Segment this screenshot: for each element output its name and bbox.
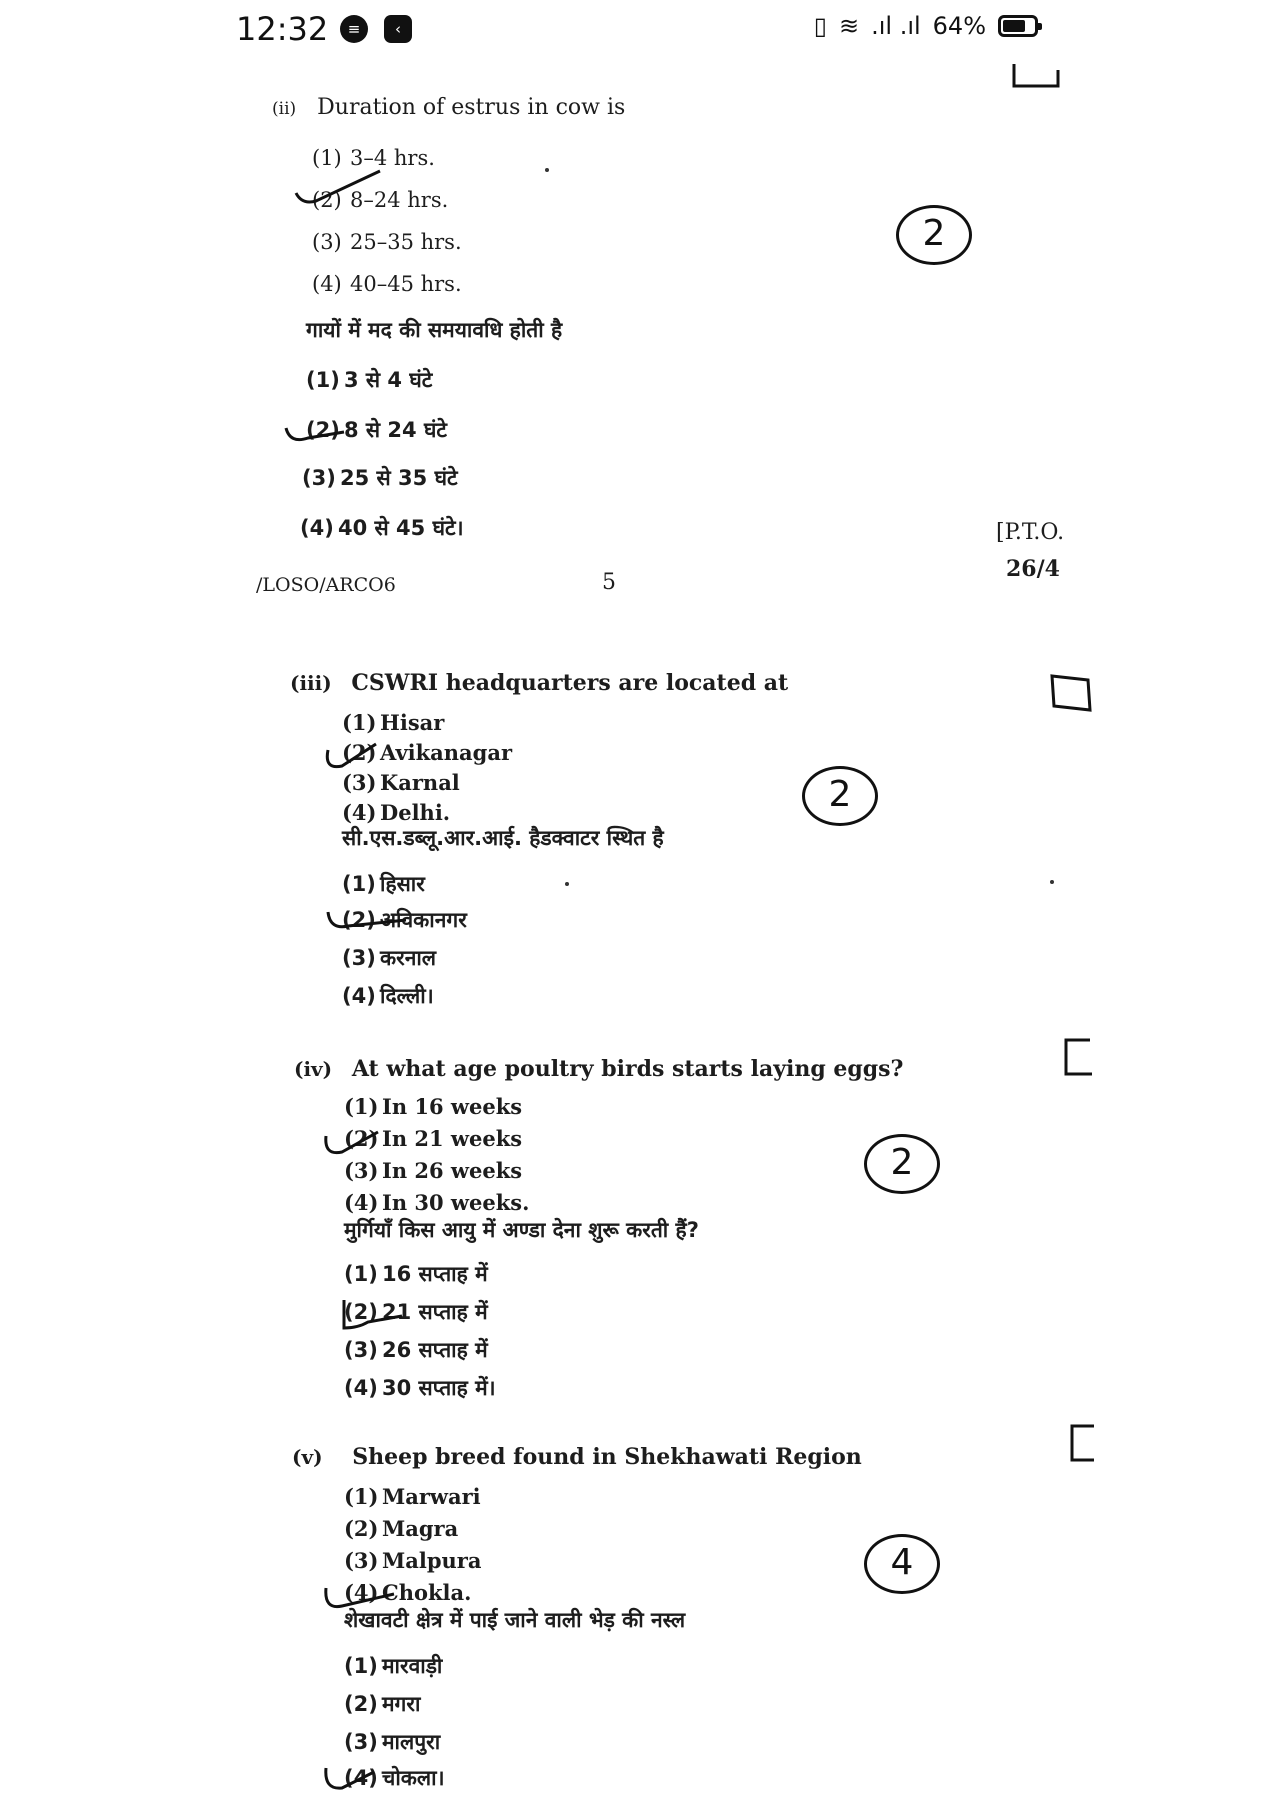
paper-code: /LOSO/ARCO6 bbox=[256, 574, 396, 596]
question-iv bbox=[294, 1056, 903, 1082]
option-hi-3: (3) 26 सप्ताह में bbox=[344, 1338, 488, 1362]
answer-box-icon bbox=[1062, 1036, 1096, 1080]
question-text-hi: शेखावटी क्षेत्र में पाई जाने वाली भेड़ की नस्ल bbox=[344, 1608, 686, 1632]
option-4: (4) Delhi. bbox=[342, 800, 451, 825]
question-text-en: At what age poultry birds starts laying eggs? bbox=[351, 1056, 904, 1082]
option-4: (4) 40–45 hrs. bbox=[312, 272, 462, 296]
tick-mark-icon bbox=[322, 904, 412, 934]
wifi-icon: ≋ bbox=[838, 12, 860, 40]
option-3: (3) 25–35 hrs. bbox=[312, 230, 462, 254]
pto-label: [P.T.O. bbox=[996, 520, 1065, 545]
question-number: (iv) bbox=[294, 1057, 333, 1081]
battery-percent: 64% bbox=[932, 12, 986, 40]
tick-mark-icon bbox=[318, 1580, 398, 1614]
music-app-icon: ≡ bbox=[340, 15, 368, 43]
messenger-app-icon: ‹ bbox=[384, 15, 412, 43]
page-ref: 26/4 bbox=[1006, 556, 1060, 582]
answer-box-icon bbox=[1068, 1422, 1098, 1466]
question-number: (v) bbox=[292, 1445, 323, 1469]
ink-dot bbox=[1050, 880, 1054, 884]
option-hi-3: (3) करनाल bbox=[342, 946, 437, 970]
page-number: 5 bbox=[602, 570, 616, 595]
option-hi-1: (1) 16 सप्ताह में bbox=[344, 1262, 488, 1286]
question-text-en: Duration of estrus in cow is bbox=[317, 95, 626, 120]
circled-answer-mark: 2 bbox=[864, 1134, 940, 1194]
option-hi-2: (2) 8 से 24 घंटे bbox=[306, 418, 447, 442]
status-right-icons bbox=[814, 12, 1038, 40]
circled-answer-mark: 4 bbox=[864, 1534, 940, 1594]
circled-answer-mark: 2 bbox=[896, 205, 972, 265]
ink-dot bbox=[545, 168, 549, 172]
question-ii bbox=[272, 95, 625, 120]
option-hi-1: (1) हिसार bbox=[342, 872, 425, 896]
status-time: 12:32 bbox=[236, 10, 329, 48]
option-1: (1) In 16 weeks bbox=[344, 1094, 523, 1119]
option-hi-4: (4) 30 सप्ताह में। bbox=[344, 1376, 496, 1400]
option-3: (3) In 26 weeks bbox=[344, 1158, 523, 1183]
option-2: (2) Magra bbox=[344, 1516, 459, 1541]
option-2: (2) In 21 weeks bbox=[344, 1126, 523, 1151]
option-1: (1) Marwari bbox=[344, 1484, 481, 1509]
option-2: (2) Avikanagar bbox=[342, 740, 513, 765]
option-hi-3: (3) 25 से 35 घंटे bbox=[302, 466, 458, 490]
option-hi-3: (3) मालपुरा bbox=[344, 1730, 441, 1754]
option-hi-4: (4) 40 से 45 घंटे। bbox=[300, 516, 464, 540]
signal-icon: .ıl .ıl bbox=[871, 12, 921, 40]
tick-mark-icon bbox=[290, 165, 390, 213]
tick-mark-icon bbox=[318, 1126, 382, 1160]
tick-mark-icon bbox=[320, 740, 380, 774]
option-3: (3) Karnal bbox=[342, 770, 460, 795]
question-number: (ii) bbox=[272, 99, 297, 119]
ink-dot bbox=[565, 882, 569, 886]
option-1: (1) 3–4 hrs. bbox=[312, 146, 435, 170]
question-iii bbox=[290, 670, 788, 696]
question-text-hi: गायों में मद की समयावधि होती है bbox=[306, 318, 563, 342]
question-text-en: CSWRI headquarters are located at bbox=[351, 670, 789, 696]
status-bar bbox=[0, 0, 1270, 62]
option-hi-2: (2) अविकानगर bbox=[342, 908, 467, 932]
option-3: (3) Malpura bbox=[344, 1548, 482, 1573]
tick-mark-icon bbox=[318, 1762, 378, 1796]
option-hi-4: (4) दिल्ली। bbox=[342, 984, 434, 1008]
option-4: (4) In 30 weeks. bbox=[344, 1190, 530, 1215]
option-hi-4: (4) चोकला। bbox=[344, 1766, 445, 1790]
vibrate-icon: ▯ bbox=[813, 12, 827, 40]
question-text-en: Sheep breed found in Shekhawati Region bbox=[352, 1444, 862, 1470]
tick-mark-icon bbox=[338, 1296, 408, 1336]
option-hi-1: (1) मारवाड़ी bbox=[344, 1654, 443, 1678]
question-number: (iii) bbox=[290, 671, 332, 695]
circled-answer-mark: 2 bbox=[802, 766, 878, 826]
answer-box-icon bbox=[1048, 670, 1094, 716]
option-1: (1) Hisar bbox=[342, 710, 445, 735]
option-hi-2: (2) 21 सप्ताह में bbox=[344, 1300, 488, 1324]
tick-mark-icon bbox=[280, 414, 350, 450]
question-text-hi: सी.एस.डब्लू.आर.आई. हैडक्वाटर स्थित है bbox=[342, 826, 664, 850]
option-4: (4) Chokla. bbox=[344, 1580, 472, 1605]
battery-icon bbox=[998, 15, 1038, 37]
option-hi-1: (1) 3 से 4 घंटे bbox=[306, 368, 433, 392]
question-v bbox=[292, 1444, 862, 1470]
option-2: (2) 8–24 hrs. bbox=[312, 188, 449, 212]
question-text-hi: मुर्गियाँ किस आयु में अण्डा देना शुरू करती हैं? bbox=[344, 1218, 699, 1242]
answer-box-icon bbox=[1010, 60, 1062, 90]
option-hi-2: (2) मगरा bbox=[344, 1692, 421, 1716]
